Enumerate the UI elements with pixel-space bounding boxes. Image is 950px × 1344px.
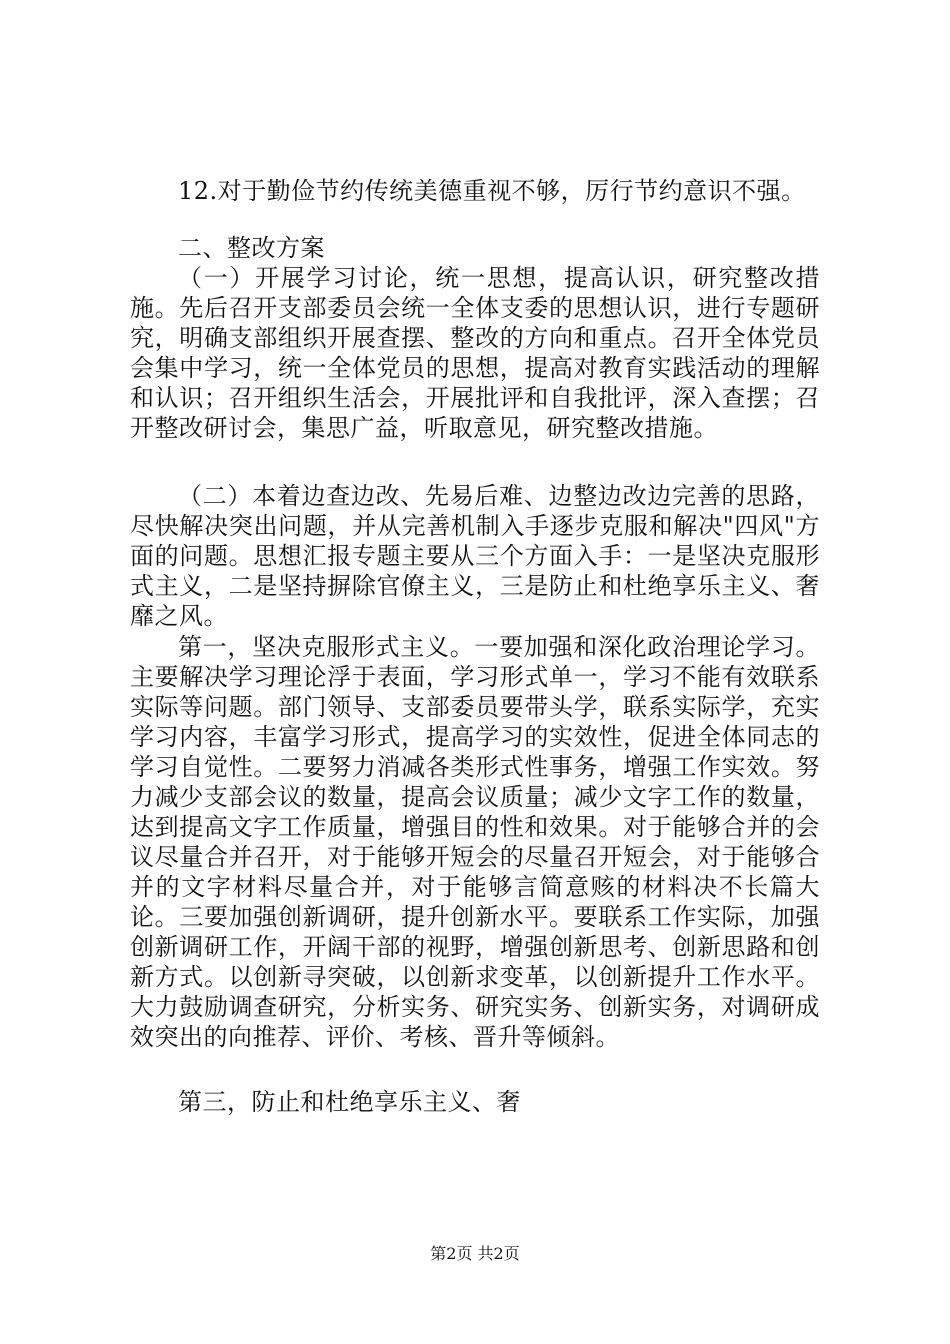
- paragraph-1: （一）开展学习讨论，统一思想，提高认识，研究整改措施。先后召开支部委员会统一全体支委的思想认识，进行专题研究，明确支部组织开展查摆、整改的方向和重点。召开全体党员会集中学习，统一全体党员的思想，提高对教育实践活动的理解和认识；召开组织生活会，开展批评和自我批评，深入查摆；召开整改研讨会，集思广益，听取意见，研究整改措施。: [130, 264, 820, 442]
- paragraph-2: （二）本着边查边改、先易后难、边整边改边完善的思路，尽快解决突出问题，并从完善机制入手逐步克服和解决"四风"方面的问题。思想汇报专题主要从三个方面入手：一是坚决克服形式主义，二是坚持摒除官僚主义，三是防止和杜绝享乐主义、奢靡之风。: [130, 482, 820, 630]
- list-item-12: 12.对于勤俭节约传统美德重视不够，厉行节约意识不强。: [178, 177, 806, 205]
- section-heading: 二、整改方案: [178, 234, 325, 262]
- page-footer: 第2页 共2页: [430, 1244, 520, 1263]
- paragraph-4: 第三，防止和杜绝享乐主义、奢: [178, 1088, 521, 1116]
- paragraph-3: 第一，坚决克服形式主义。一要加强和深化政治理论学习。主要解决学习理论浮于表面，学习形式单一，学习不能有效联系实际等问题。部门领导、支部委员要带头学，联系实际学，充实学习内容，丰富学习形式，提高学习的实效性，促进全体同志的学习自觉性。二要努力消减各类形式性事务，增强工作实效。努力减少支部会议的数量，提高会议质量；减少文字工作的数量，达到提高文字工作质量，增强目的性和效果。对于能够合并的会议尽量合并召开，对于能够开短会的尽量召开短会，对于能够合并的文字材料尽量合并，对于能够言简意赅的材料决不长篇大论。三要加强创新调研，提升创新水平。要联系工作实际，加强创新调研工作，开阔干部的视野，增强创新思考、创新思路和创新方式。以创新寻突破，以创新求变革，以创新提升工作水平。大力鼓励调查研究，分析实务、研究实务、创新实务，对调研成效突出的向推荐、评价、考核、晋升等倾斜。: [130, 633, 820, 1051]
